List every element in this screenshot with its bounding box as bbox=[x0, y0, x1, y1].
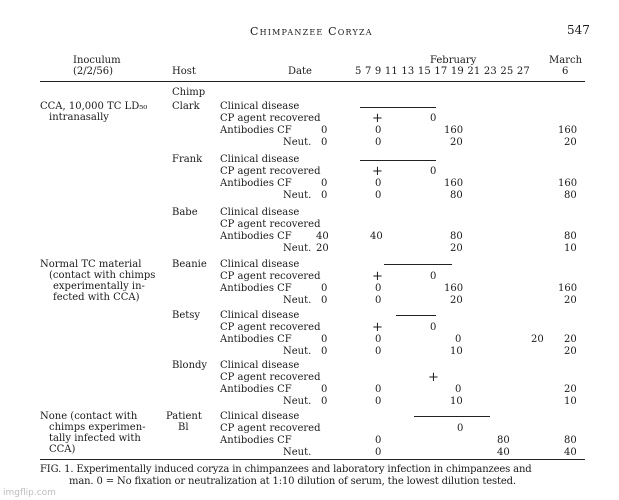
inoculum-none: CCA) bbox=[49, 444, 76, 455]
cell-agent: + bbox=[428, 370, 439, 385]
cell-neut: 0 bbox=[321, 396, 328, 407]
cell-neut: 20 bbox=[564, 346, 577, 357]
row-label-cf: Antibodies CF bbox=[220, 283, 292, 294]
row-label-clinical: Clinical disease bbox=[220, 360, 300, 371]
footer-rule bbox=[40, 459, 585, 460]
cell-agent: + bbox=[372, 269, 383, 284]
cell-cf: 20 bbox=[531, 334, 544, 345]
cell-cf: 80 bbox=[450, 231, 463, 242]
host-betsy: Betsy bbox=[172, 310, 201, 321]
cell-cf: 80 bbox=[497, 435, 510, 446]
host-beanie: Beanie bbox=[172, 259, 207, 270]
inoculum-normal: experimentally in- bbox=[53, 281, 145, 292]
row-label-neut: Neut. bbox=[283, 447, 312, 458]
row-label-neut: Neut. bbox=[283, 396, 312, 407]
cell-neut: 20 bbox=[450, 243, 463, 254]
row-label-clinical: Clinical disease bbox=[220, 411, 300, 422]
header-march: March bbox=[549, 55, 583, 66]
row-label-agent: CP agent recovered bbox=[220, 113, 321, 124]
row-label-agent: CP agent recovered bbox=[220, 219, 321, 230]
row-label-neut: Neut. bbox=[283, 243, 312, 254]
inoculum-normal: Normal TC material bbox=[40, 259, 142, 270]
header-inoculum: Inoculum bbox=[73, 55, 121, 66]
host-blondy: Blondy bbox=[172, 360, 208, 371]
cell-neut: 10 bbox=[450, 396, 463, 407]
cell-neut: 20 bbox=[450, 137, 463, 148]
cell-neut: 40 bbox=[497, 447, 510, 458]
watermark: imgflip.com bbox=[3, 488, 56, 498]
clinical-duration-bar bbox=[414, 416, 490, 417]
cell-neut: 0 bbox=[375, 295, 382, 306]
cell-neut: 20 bbox=[564, 295, 577, 306]
running-title: Chimpanzee Coryza bbox=[250, 25, 373, 38]
cell-cf: 0 bbox=[321, 283, 328, 294]
row-label-clinical: Clinical disease bbox=[220, 207, 300, 218]
cell-neut: 10 bbox=[564, 396, 577, 407]
figure-caption: FIG. 1. Experimentally induced coryza in chimpanzees and laboratory infection in chimpanzees and bbox=[40, 464, 532, 475]
cell-cf: 0 bbox=[375, 435, 382, 446]
inoculum-normal: (contact with chimps bbox=[49, 270, 156, 281]
row-label-agent: CP agent recovered bbox=[220, 322, 321, 333]
cell-neut: 80 bbox=[450, 190, 463, 201]
cell-cf: 20 bbox=[564, 384, 577, 395]
cell-neut: 0 bbox=[375, 190, 382, 201]
cell-neut: 80 bbox=[564, 190, 577, 201]
cell-neut: 10 bbox=[564, 243, 577, 254]
cell-neut: 20 bbox=[316, 243, 329, 254]
header-february-days: 5 7 9 11 13 15 17 19 21 23 25 27 bbox=[355, 66, 530, 77]
header-rule bbox=[40, 81, 585, 82]
row-label-agent: CP agent recovered bbox=[220, 372, 321, 383]
cell-neut: 10 bbox=[450, 346, 463, 357]
header-date: Date bbox=[288, 66, 312, 77]
cell-neut: 40 bbox=[564, 447, 577, 458]
cell-agent: 0 bbox=[430, 322, 437, 333]
cell-cf: 0 bbox=[375, 384, 382, 395]
cell-cf: 0 bbox=[375, 125, 382, 136]
inoculum-cca: CCA, 10,000 TC LD₅₀ bbox=[40, 101, 148, 112]
cell-cf: 160 bbox=[444, 283, 464, 294]
cell-cf: 0 bbox=[321, 125, 328, 136]
cell-agent: + bbox=[372, 111, 383, 126]
cell-cf: 160 bbox=[558, 283, 578, 294]
cell-agent: + bbox=[372, 320, 383, 335]
host-clark: Clark bbox=[172, 101, 200, 112]
host-patient-id: Bl bbox=[178, 422, 189, 433]
header-february: February bbox=[430, 55, 477, 66]
header-march-day: 6 bbox=[562, 66, 569, 77]
cell-cf: 0 bbox=[321, 178, 328, 189]
cell-neut: 0 bbox=[375, 346, 382, 357]
cell-agent: 0 bbox=[430, 166, 437, 177]
inoculum-none: tally infected with bbox=[49, 433, 141, 444]
cell-cf: 20 bbox=[564, 334, 577, 345]
header-inoculum-date: (2/2/56) bbox=[73, 66, 113, 77]
cell-cf: 160 bbox=[558, 125, 578, 136]
host-babe: Babe bbox=[172, 207, 198, 218]
cell-agent: 0 bbox=[430, 271, 437, 282]
cell-neut: 0 bbox=[321, 137, 328, 148]
cell-neut: 0 bbox=[375, 396, 382, 407]
cell-cf: 160 bbox=[558, 178, 578, 189]
cell-cf: 0 bbox=[375, 334, 382, 345]
cell-cf: 80 bbox=[564, 231, 577, 242]
cell-neut: 20 bbox=[450, 295, 463, 306]
cell-agent: 0 bbox=[430, 113, 437, 124]
row-label-cf: Antibodies CF bbox=[220, 334, 292, 345]
row-label-cf: Antibodies CF bbox=[220, 125, 292, 136]
header-host: Host bbox=[172, 66, 196, 77]
row-label-clinical: Clinical disease bbox=[220, 259, 300, 270]
row-label-neut: Neut. bbox=[283, 346, 312, 357]
host-patient: Patient bbox=[166, 411, 202, 422]
cell-neut: 0 bbox=[321, 295, 328, 306]
cell-cf: 40 bbox=[316, 231, 329, 242]
cell-cf: 40 bbox=[370, 231, 383, 242]
figure-caption-line2: man. 0 = No fixation or neutralization at 1:10 dilution of serum, the lowest dilution tested. bbox=[69, 476, 516, 487]
cell-cf: 0 bbox=[455, 334, 462, 345]
inoculum-none: chimps experimen- bbox=[49, 422, 146, 433]
row-label-agent: CP agent recovered bbox=[220, 166, 321, 177]
row-label-cf: Antibodies CF bbox=[220, 178, 292, 189]
cell-cf: 160 bbox=[444, 178, 464, 189]
clinical-duration-bar bbox=[384, 264, 452, 265]
row-label-agent: CP agent recovered bbox=[220, 423, 321, 434]
cell-neut: 0 bbox=[321, 346, 328, 357]
row-label-cf: Antibodies CF bbox=[220, 384, 292, 395]
row-label-clinical: Clinical disease bbox=[220, 154, 300, 165]
cell-cf: 0 bbox=[321, 384, 328, 395]
cell-neut: 20 bbox=[564, 137, 577, 148]
row-label-clinical: Clinical disease bbox=[220, 101, 300, 112]
cell-neut: 0 bbox=[375, 447, 382, 458]
inoculum-cca-route: intranasally bbox=[49, 112, 109, 123]
row-label-cf: Antibodies CF bbox=[220, 231, 292, 242]
row-label-clinical: Clinical disease bbox=[220, 310, 300, 321]
row-label-neut: Neut. bbox=[283, 295, 312, 306]
inoculum-normal: fected with CCA) bbox=[53, 292, 140, 303]
cell-cf: 160 bbox=[444, 125, 464, 136]
clinical-duration-bar bbox=[360, 160, 436, 161]
inoculum-none: None (contact with bbox=[40, 411, 138, 422]
row-label-neut: Neut. bbox=[283, 190, 312, 201]
cell-cf: 0 bbox=[455, 384, 462, 395]
header-chimp: Chimp bbox=[172, 87, 206, 98]
cell-cf: 0 bbox=[375, 178, 382, 189]
cell-cf: 0 bbox=[375, 283, 382, 294]
host-frank: Frank bbox=[172, 154, 203, 165]
clinical-duration-bar bbox=[360, 107, 436, 108]
cell-neut: 0 bbox=[375, 137, 382, 148]
cell-cf: 0 bbox=[321, 334, 328, 345]
row-label-cf: Antibodies CF bbox=[220, 435, 292, 446]
cell-agent: 0 bbox=[457, 423, 464, 434]
cell-agent: + bbox=[372, 164, 383, 179]
row-label-agent: CP agent recovered bbox=[220, 271, 321, 282]
page-number: 547 bbox=[567, 23, 590, 37]
row-label-neut: Neut. bbox=[283, 137, 312, 148]
clinical-duration-bar bbox=[396, 315, 436, 316]
cell-cf: 80 bbox=[564, 435, 577, 446]
cell-neut: 0 bbox=[321, 190, 328, 201]
